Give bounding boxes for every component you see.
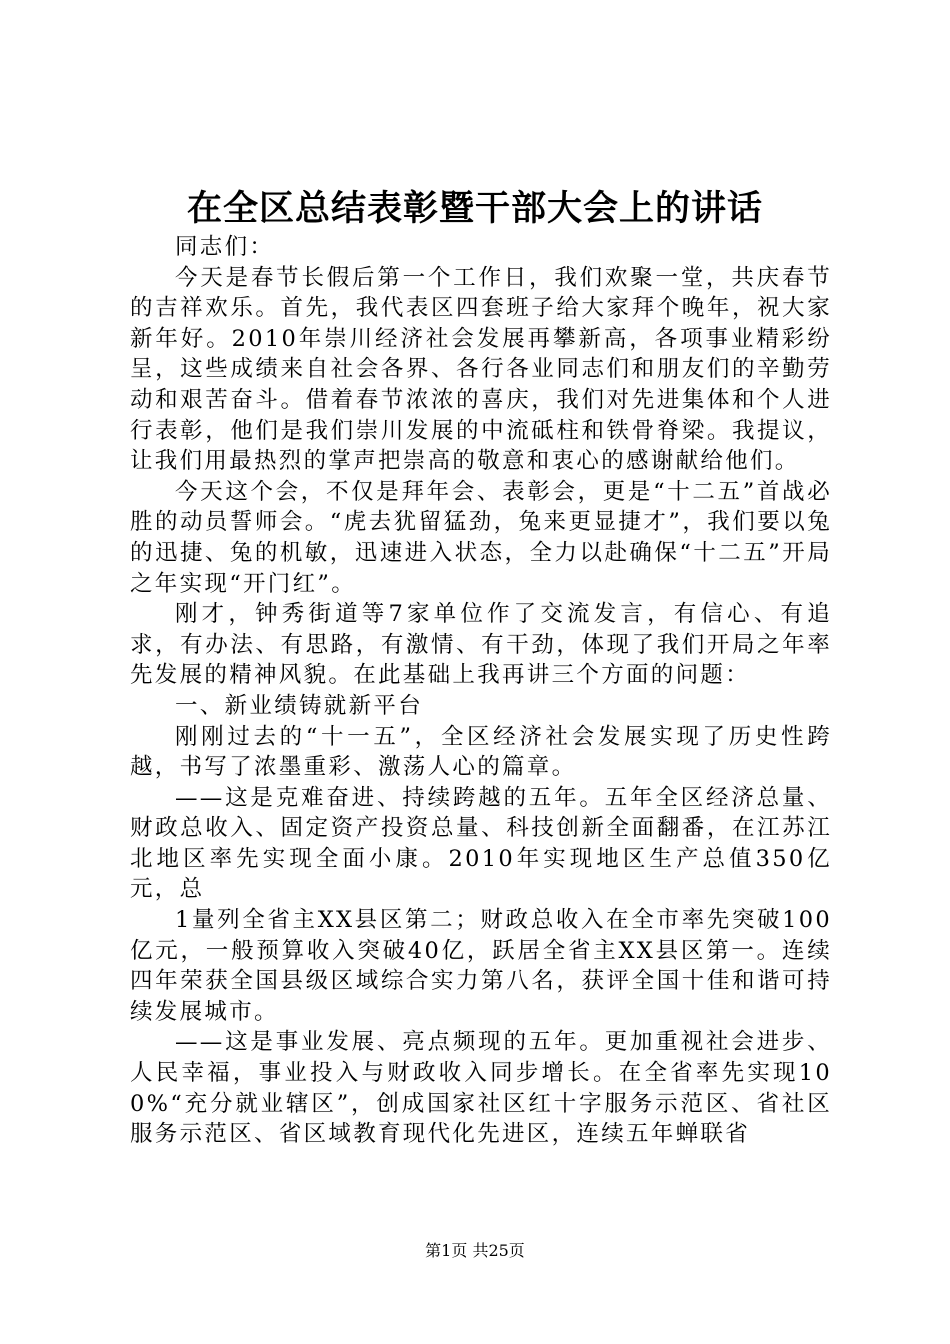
body-paragraph: ——这是克难奋进、持续跨越的五年。五年全区经济总量、财政总收入、固定资产投资总量、科技创新全面翻番，在江苏江北地区率先实现全面小康。2010年实现地区生产总值350亿元，总	[130, 784, 832, 903]
body-paragraph: 1量列全省主XX县区第二；财政总收入在全市率先突破100亿元，一般预算收入突破40亿，跃居全省主XX县区第一。连续四年荣获全国县级区域综合实力第八名，获评全国十佳和谐可持续发展城市。	[130, 907, 832, 1025]
document-title: 在全区总结表彰暨干部大会上的讲话	[186, 188, 763, 229]
section-heading: 一、新业绩铸就新平台	[175, 692, 424, 719]
body-paragraph: 今天是春节长假后第一个工作日，我们欢聚一堂，共庆春节的吉祥欢乐。首先，我代表区四套班子给大家拜个晚年，祝大家新年好。2010年崇川经济社会发展再攀新高，各项事业精彩纷呈，这些成绩来自社会各界、各行各业同志们和朋友们的辛勤劳动和艰苦奋斗。借着春节浓浓的喜庆，我们对先进集体和个人进行表彰，他们是我们崇川发展的中流砥柱和铁骨脊梁。我提议，让我们用最热烈的掌声把崇高的敬意和衷心的感谢献给他们。	[130, 264, 832, 475]
page-footer: 第1页 共25页	[425, 1241, 525, 1260]
salutation: 同志们：	[175, 234, 275, 260]
body-paragraph: 今天这个会，不仅是拜年会、表彰会，更是“十二五”首战必胜的动员誓师会。“虎去犹留猛劲，兔来更显捷才”，我们要以兔的迅捷、兔的机敏，迅速进入状态，全力以赴确保“十二五”开局之年实现“开门红”。	[130, 478, 832, 597]
document-body	[130, 232, 832, 1150]
body-paragraph: ——这是事业发展、亮点频现的五年。更加重视社会进步、人民幸福，事业投入与财政收入同步增长。在全省率先实现100%“充分就业辖区”，创成国家社区红十字服务示范区、省社区服务示范区、省区域教育现代化先进区，连续五年蝉联省	[130, 1029, 832, 1148]
body-paragraph: 刚才，钟秀街道等7家单位作了交流发言，有信心、有追求，有办法、有思路，有激情、有干劲，体现了我们开局之年率先发展的精神风貌。在此基础上我再讲三个方面的问题：	[130, 601, 832, 689]
body-paragraph: 刚刚过去的“十一五”，全区经济社会发展实现了历史性跨越，书写了浓墨重彩、激荡人心的篇章。	[130, 723, 832, 781]
